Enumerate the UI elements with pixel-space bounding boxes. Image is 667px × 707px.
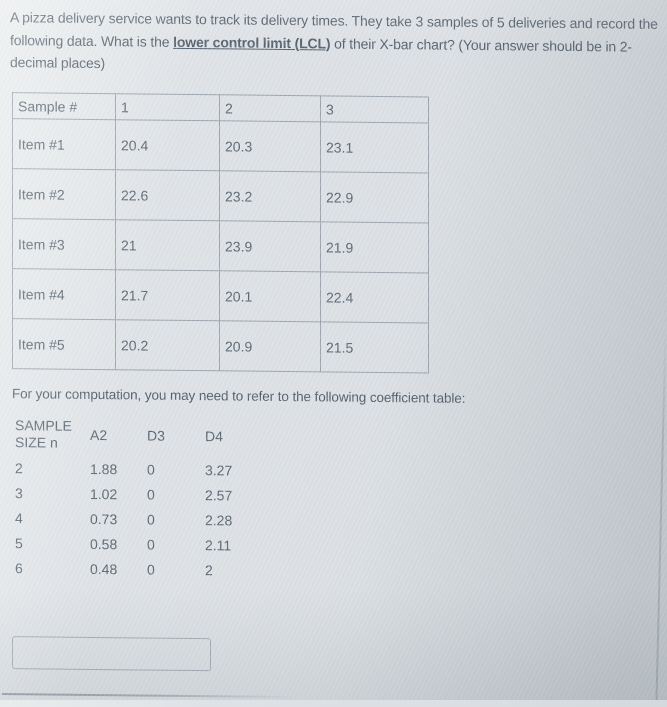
data-cell: 21.9 — [321, 222, 429, 273]
coef-cell: 6 — [15, 560, 23, 577]
coef-cell: 2.11 — [205, 537, 232, 554]
row-label-cell: Item #3 — [13, 219, 116, 270]
question-text — [10, 6, 662, 80]
row-label-cell: Item #2 — [13, 169, 116, 220]
coef-cell: 0 — [147, 461, 155, 478]
data-cell: 23.2 — [220, 171, 321, 222]
coef-row-n5 — [13, 531, 273, 559]
row-label-cell: Item #4 — [13, 269, 116, 320]
data-cell: 20.2 — [116, 320, 220, 371]
coef-row-n4 — [13, 506, 273, 534]
table-row-item3 — [13, 219, 429, 273]
table-row-item2 — [13, 169, 429, 223]
coef-cell: 1.88 — [90, 460, 118, 478]
question-text-after: of their X-bar chart? (Your answer should be in 2-decimal places) — [10, 34, 632, 72]
coefficient-table-header-row — [13, 412, 273, 459]
coef-row-n2 — [13, 456, 273, 484]
data-cell: 20.1 — [220, 271, 321, 322]
coef-cell: 0.73 — [90, 510, 118, 528]
data-cell: 20.3 — [220, 121, 321, 172]
header-cell-3: 3 — [321, 96, 429, 123]
coef-header-a2: A2 — [90, 426, 108, 443]
coef-cell: 3.27 — [205, 462, 233, 479]
coef-cell: 0.58 — [90, 535, 118, 553]
coef-cell: 2 — [205, 562, 213, 579]
coef-cell: 0 — [147, 486, 155, 503]
coef-row-n3 — [13, 481, 273, 509]
table-row-item4 — [13, 269, 429, 323]
data-cell: 21 — [116, 220, 220, 271]
data-cell: 23.9 — [220, 221, 321, 272]
header-cell-sample: Sample # — [13, 93, 116, 120]
coef-cell: 4 — [15, 510, 23, 527]
row-label-cell: Item #1 — [13, 119, 116, 170]
data-cell: 21.5 — [321, 322, 429, 373]
coef-cell: 0 — [147, 561, 155, 578]
coef-cell: 1.02 — [90, 485, 118, 503]
data-cell: 22.4 — [321, 272, 429, 323]
coef-header-d3: D3 — [147, 427, 165, 444]
table-row-item1 — [13, 119, 429, 173]
coef-cell: 2.57 — [205, 487, 233, 504]
coef-cell: 2.28 — [205, 512, 233, 529]
data-cell: 20.4 — [116, 120, 220, 171]
question-text-before: A pizza delivery service wants to track its delivery times. They take 3 samples of 5 deliveries and record the following data. What is the — [10, 9, 658, 50]
coefficient-table — [13, 412, 273, 584]
question-emphasis: lower control limit (LCL) — [173, 33, 331, 51]
data-cell: 22.6 — [116, 170, 220, 221]
coef-cell: 0.48 — [90, 560, 118, 578]
coef-header-sample-size: SAMPLE SIZE n — [15, 417, 72, 451]
data-cell: 22.9 — [321, 172, 429, 223]
coef-cell: 5 — [15, 535, 23, 552]
header-cell-1: 1 — [116, 94, 220, 121]
row-label-cell: Item #5 — [13, 319, 116, 370]
data-cell: 23.1 — [321, 122, 429, 173]
header-cell-2: 2 — [220, 95, 321, 122]
answer-input[interactable] — [12, 636, 211, 671]
coef-cell: 2 — [15, 460, 23, 477]
table-row-item5 — [13, 319, 429, 373]
data-cell: 21.7 — [116, 270, 220, 321]
coef-cell: 0 — [147, 511, 155, 528]
coefficient-note: For your computation, you may need to refer to the following coefficient table: — [12, 386, 466, 406]
coef-cell: 3 — [15, 485, 23, 502]
coef-row-n6 — [13, 556, 273, 584]
data-cell: 20.9 — [220, 321, 321, 372]
coef-cell: 0 — [147, 536, 155, 553]
partial-next-box-edge — [2, 693, 298, 698]
samples-table — [12, 92, 429, 373]
coef-header-d4: D4 — [205, 427, 223, 444]
